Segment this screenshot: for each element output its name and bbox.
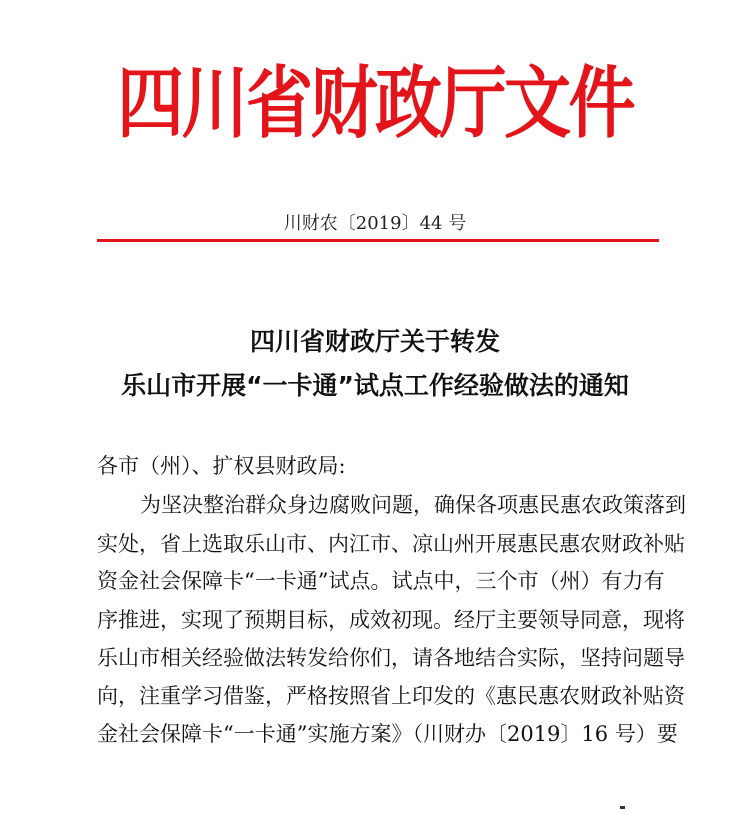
salutation: 各市（州）、扩权县财政局:: [97, 454, 346, 478]
red-header-title: 四川省财政厅文件: [116, 59, 633, 149]
body-paragraph-line: 序推进，实现了预期目标，成效初现。经厅主要领导同意，现将: [97, 608, 685, 632]
document-number: 川财农〔2019〕44 号: [283, 213, 467, 234]
notice-title-line-1: 四川省财政厅关于转发: [249, 327, 500, 356]
body-paragraph-line: 为坚决整治群众身边腐败问题，确保各项惠民惠农政策落到: [140, 493, 686, 517]
body-paragraph-line: 实处，省上选取乐山市、内江市、凉山州开展惠民惠农财政补贴: [97, 532, 685, 556]
scan-speck: [620, 806, 625, 809]
body-paragraph-line: 金社会保障卡“一卡通”实施方案》（川财办〔2019〕16 号）要: [97, 722, 678, 746]
body-paragraph-line: 乐山市相关经验做法转发给你们，请各地结合实际，坚持问题导: [97, 646, 685, 670]
body-paragraph-line: 资金社会保障卡“一卡通”试点。试点中，三个市（州）有力有: [97, 569, 665, 593]
notice-title-line-2: 乐山市开展“一卡通”试点工作经验做法的通知: [121, 371, 629, 400]
red-separator-line: [97, 239, 659, 242]
body-paragraph-line: 向，注重学习借鉴，严格按照省上印发的《惠民惠农财政补贴资: [97, 684, 685, 708]
